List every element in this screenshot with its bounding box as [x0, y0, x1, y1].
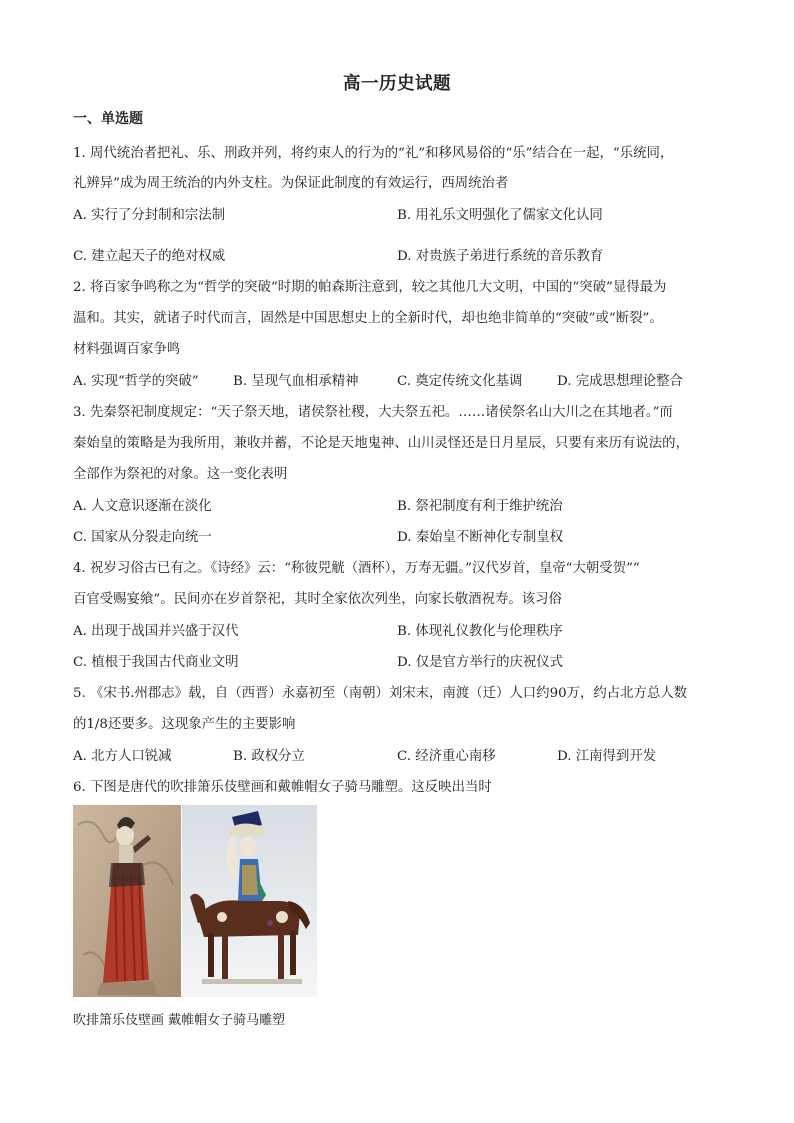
question-4-option-b: B. 体现礼仪教化与伦理秩序 — [397, 624, 563, 639]
question-1-option-c: C. 建立起天子的绝对权威 — [73, 249, 226, 264]
question-3-line-2: 秦始皇的策略是为我所用，兼收并蓄，不论是天地鬼神、山川灵怪还是日月星辰，只要有来历有说法的， — [73, 436, 689, 451]
figure-caption: 吹排箫乐伎壁画 戴帷帽女子骑马雕塑 — [73, 1013, 286, 1028]
sculpture-image — [182, 805, 317, 997]
question-5-line-2: 的1/8还要多。这现象产生的主要影响 — [73, 717, 296, 732]
question-3-line-3: 全部作为祭祀的对象。这一变化表明 — [73, 467, 288, 482]
question-4-option-a: A. 出现于战国并兴盛于汉代 — [73, 624, 239, 639]
question-1-option-d: D. 对贵族子弟进行系统的音乐教育 — [397, 249, 604, 264]
question-1-line-2: 礼辨异”成为周王统治的内外支柱。为保证此制度的有效运行，西周统治者 — [73, 176, 509, 191]
question-4-line-2: 百官受赐宴飨”。民间亦在岁首祭祀，其时全家依次列坐，向家长敬酒祝寿。该习俗 — [73, 592, 562, 607]
question-5-option-a: A. 北方人口锐减 — [73, 749, 172, 764]
question-2-option-d: D. 完成思想理论整合 — [557, 374, 683, 389]
question-3-option-c: C. 国家从分裂走向统一 — [73, 530, 212, 545]
question-5-option-b: B. 政权分立 — [233, 749, 305, 764]
question-4-option-d: D. 仅是官方举行的庆祝仪式 — [397, 655, 564, 670]
question-4-line-1: 4. 祝岁习俗古已有之。《诗经》云：“称彼兕觥（酒杯），万寿无疆。”汉代岁首，皇帝“大朝受贺”“ — [73, 561, 640, 576]
question-5-line-1: 5. 《宋书.州郡志》载，自（西晋）永嘉初至（南朝）刘宋末，南渡（迁）人口约90万，约占北方总人数 — [73, 686, 688, 701]
question-3-option-b: B. 祭祀制度有利于维护统治 — [397, 499, 563, 514]
mural-image — [73, 805, 181, 997]
question-2-option-b: B. 呈现气血相承精神 — [233, 374, 359, 389]
question-3-option-a: A. 人文意识逐渐在淡化 — [73, 499, 212, 514]
question-1-option-b: B. 用礼乐文明强化了儒家文化认同 — [397, 208, 603, 223]
question-2-line-1: 2. 将百家争鸣称之为“哲学的突破”时期的帕森斯注意到，较之其他几大文明，中国的“突破”显得最为 — [73, 280, 667, 295]
question-4-option-c: C. 植根于我国古代商业文明 — [73, 655, 239, 670]
question-5-option-c: C. 经济重心南移 — [397, 749, 496, 764]
question-2-line-2: 温和。其实，就诸子时代而言，固然是中国思想史上的全新时代，却也绝非简单的“突破”或“断裂”。 — [73, 311, 663, 326]
question-3-line-1: 3. 先秦祭祀制度规定：“天子祭天地，诸侯祭社稷，大夫祭五祀。……诸侯祭名山大川之在其地者。”而 — [73, 405, 673, 420]
section-heading: 一、单选题 — [73, 111, 143, 127]
page-title: 高一历史试题 — [343, 74, 451, 94]
question-2-option-a: A. 实现“哲学的突破” — [73, 374, 199, 389]
question-2-option-c: C. 奠定传统文化基调 — [397, 374, 523, 389]
question-2-line-3: 材料强调百家争鸣 — [73, 342, 181, 357]
question-1-line-1: 1. 周代统治者把礼、乐、刑政并列，将约束人的行为的“礼”和移风易俗的“乐”结合在一起，“乐统同， — [73, 146, 674, 161]
question-3-option-d: D. 秦始皇不断神化专制皇权 — [397, 530, 564, 545]
question-6-line-1: 6. 下图是唐代的吹排箫乐伎壁画和戴帷帽女子骑马雕塑。这反映出当时 — [73, 780, 492, 795]
question-5-option-d: D. 江南得到开发 — [557, 749, 657, 764]
question-1-option-a: A. 实行了分封制和宗法制 — [73, 208, 226, 223]
